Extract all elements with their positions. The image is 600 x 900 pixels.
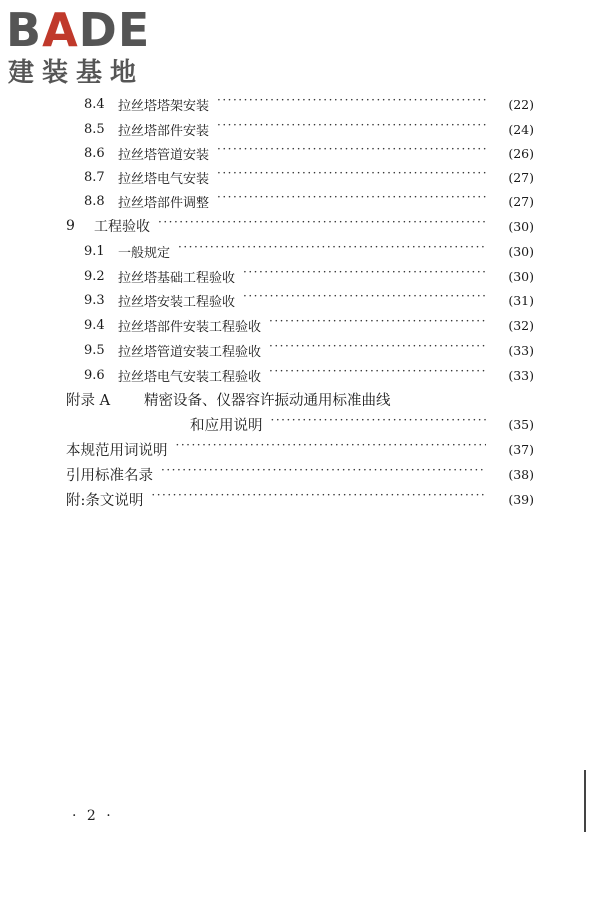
- toc-entry-title: 拉丝塔电气安装工程验收: [118, 369, 262, 385]
- toc-leader-dots: [151, 492, 486, 506]
- toc-entry[interactable]: [84, 289, 534, 311]
- toc-entry-title: 拉丝塔管道安装: [118, 147, 210, 163]
- toc-leader-dots: [271, 417, 487, 431]
- toc-chapter-entry[interactable]: [66, 215, 534, 237]
- toc-entry-title: 拉丝塔部件调整: [118, 195, 210, 211]
- toc-appendix-title-line2: 和应用说明: [190, 417, 263, 434]
- toc-entry-number: 8.8: [84, 193, 105, 209]
- toc-entry-number: 9: [66, 218, 75, 234]
- toc-entry-page: (35): [508, 416, 534, 432]
- toc-back-matter-entry[interactable]: [66, 463, 534, 485]
- toc-entry-page: (27): [508, 169, 534, 185]
- toc-entry-page: (33): [508, 342, 534, 358]
- toc-entry[interactable]: [84, 190, 534, 212]
- toc-entry[interactable]: [84, 142, 534, 164]
- toc-entry[interactable]: [84, 93, 534, 115]
- toc-entry-title: 附:条文说明: [66, 492, 144, 509]
- toc-entry-number: 8.4: [84, 96, 105, 112]
- toc-entry-number: 9.2: [84, 268, 105, 284]
- toc-entry-page: (38): [508, 466, 534, 482]
- page-number: · 2 ·: [72, 808, 114, 824]
- toc-entry-title: 本规范用词说明: [66, 442, 168, 459]
- toc-entry-page: (27): [508, 193, 534, 209]
- toc-entry[interactable]: [84, 166, 534, 188]
- toc-leader-dots: [161, 467, 486, 481]
- toc-entry-number: 9.3: [84, 292, 105, 308]
- toc-entry-number: 8.5: [84, 121, 105, 137]
- toc-entry-title: 引用标准名录: [66, 467, 153, 484]
- toc-entry-page: (31): [508, 292, 534, 308]
- toc-entry[interactable]: [84, 314, 534, 336]
- toc-entry-number: 9.1: [84, 243, 105, 259]
- page-edge-mark: [584, 770, 586, 832]
- toc-entry[interactable]: [84, 364, 534, 386]
- logo-letters-de: DE: [78, 3, 151, 57]
- toc-entry-page: (26): [508, 145, 534, 161]
- toc-entry[interactable]: [84, 240, 534, 262]
- toc-back-matter-entry[interactable]: [66, 438, 534, 460]
- toc-leader-dots: [243, 269, 486, 283]
- toc-entry-title: 拉丝塔塔架安装: [118, 98, 210, 114]
- toc-leader-dots: [217, 97, 486, 111]
- toc-entry-page: (37): [508, 441, 534, 457]
- toc-entry-page: (32): [508, 317, 534, 333]
- toc-entry-title: 一般规定: [118, 245, 171, 261]
- toc-entry-page: (39): [508, 491, 534, 507]
- toc-entry-page: (33): [508, 367, 534, 383]
- toc-appendix-continuation[interactable]: [190, 413, 534, 435]
- toc-leader-dots: [269, 343, 486, 357]
- toc-leader-dots: [158, 219, 486, 233]
- toc-entry-title: 拉丝塔管道安装工程验收: [118, 344, 262, 360]
- toc-entry-number: 8.6: [84, 145, 105, 161]
- toc-leader-dots: [217, 146, 486, 160]
- toc-leader-dots: [243, 293, 486, 307]
- logo-letter-b: B: [6, 3, 43, 57]
- toc-back-matter-entry[interactable]: [66, 488, 534, 510]
- toc-entry-number: 9.4: [84, 317, 105, 333]
- toc-leader-dots: [217, 170, 486, 184]
- logo-chinese-name: 建装基地: [8, 58, 145, 88]
- toc-leader-dots: [176, 442, 487, 456]
- toc-entry-number: 9.6: [84, 367, 105, 383]
- toc-entry[interactable]: [84, 265, 534, 287]
- toc-entry-page: (30): [508, 218, 534, 234]
- toc-entry[interactable]: [84, 339, 534, 361]
- toc-entry-page: (30): [508, 268, 534, 284]
- toc-leader-dots: [217, 122, 486, 136]
- toc-entry-page: (24): [508, 121, 534, 137]
- logo-letter-a: A: [42, 3, 79, 57]
- toc-appendix-number: 附录 A: [66, 392, 111, 409]
- toc-entry-page: (22): [508, 96, 534, 112]
- toc-leader-dots: [269, 318, 486, 332]
- toc-entry-title: 拉丝塔安装工程验收: [118, 294, 236, 310]
- toc-leader-dots: [178, 244, 486, 258]
- toc-appendix-entry[interactable]: [66, 388, 534, 410]
- toc-entry-title: 拉丝塔基础工程验收: [118, 270, 236, 286]
- toc-entry-title: 工程验收: [94, 219, 150, 235]
- toc-entry-title: 拉丝塔部件安装工程验收: [118, 319, 262, 335]
- toc-appendix-title-line1: 精密设备、仪器容许振动通用标准曲线: [144, 392, 391, 409]
- toc-entry-number: 9.5: [84, 342, 105, 358]
- toc-entry-title: 拉丝塔电气安装: [118, 171, 210, 187]
- toc-entry-page: (30): [508, 243, 534, 259]
- toc-leader-dots: [217, 194, 486, 208]
- toc-entry[interactable]: [84, 118, 534, 140]
- toc-entry-number: 8.7: [84, 169, 105, 185]
- toc-entry-title: 拉丝塔部件安装: [118, 123, 210, 139]
- toc-leader-dots: [269, 368, 486, 382]
